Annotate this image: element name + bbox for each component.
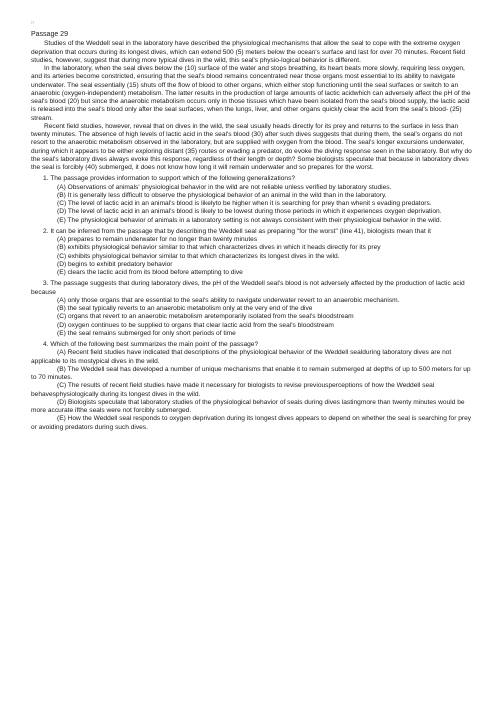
question-stem: 2. It can be inferred from the passage that by describing the Weddell seal as preparing "for the worst" (line 41), biologists mean that it bbox=[43, 227, 431, 235]
question-3 bbox=[31, 280, 474, 338]
answer-option: (B) It is generally less difficult to observe the physiological behavior of an animal in the wild than in the laboratory. bbox=[57, 191, 387, 199]
answer-option: (D) The level of lactic acid in an animal's blood is likely to be lowest during those periods in which it experiences oxygen deprivation. bbox=[57, 208, 442, 216]
answer-option: (E) clears the lactic acid from its blood before attempting to dive bbox=[57, 269, 243, 276]
passage-text bbox=[31, 40, 474, 172]
answer-option: (C) exhibits physiological behavior similar to that which characterizes its longest dives in the wild. bbox=[57, 252, 340, 260]
question-1 bbox=[31, 175, 474, 225]
answer-option: (C) organs that revert to an anaerobic metabolism aretemporarily isolated from the seal's bloodstream bbox=[57, 313, 354, 321]
question-4 bbox=[31, 341, 474, 432]
answer-option: (D) Biologists speculate that laboratory studies of the physiological behavior of seals during dives lastingmore than twenty minutes would be more accurate ifthe seals were not forcibly submerged. bbox=[31, 398, 465, 414]
answer-option: (A) only those organs that are essential to the seal's ability to navigate underwater revert to an anaerobic mechanism. bbox=[57, 296, 400, 304]
question-stem: 3. The passage suggests that during laboratory dives, the pH of the Weddell seal's blood is not adversely affected by the production of lactic acid because bbox=[31, 280, 465, 296]
document-body bbox=[31, 31, 474, 432]
paragraph: In the laboratory, when the seal dives below the (10) surface of the water and stops breathing, its heart beats more slowly, requiring less oxygen, and its arteries become constricted, ensuring that the seal's blood remains concentrated near those organs most essential to its ability to navigate underwater. The seal essentially (15) shuts off the flow of blood to other organs, which either stop functioning until the seal surfaces or switch to an anaerobic (oxygen-independent) metabolism. The latter results in the production of large amounts of lactic acidwhich can adversely affect the pH of the seal's blood (20) but since the anaerobic metabolism occurs only in those tissues which have been isolated from the seal's blood supply, the lactic acid is released into the seal's blood only after the seal surfaces, when the lungs, liver, and other organs quickly clear the acid from the seal's blood- (25) stream. bbox=[31, 65, 471, 122]
answer-option: (C) The results of recent field studies have made it necessary for biologists to revise previousperceptions of how the Weddell seal behavesphysiologically during its longest dives in the wild. bbox=[31, 382, 435, 398]
question-stem: 1. The passage provides information to support which of the following generalizations? bbox=[43, 175, 296, 183]
answer-option: (B) exhibits physiological behavior similar to that which characterizes dives in which it heads directly for its prey bbox=[57, 244, 381, 252]
answer-option: (A) Recent field studies have indicated that descriptions of the physiological behavior of the Weddell sealduring laboratory dives are not applicable to its mostypical dives in the wild. bbox=[31, 349, 452, 365]
page-marker-icon: □ bbox=[31, 20, 35, 26]
question-stem: 4. Which of the following best summarizes the main point of the passage? bbox=[43, 341, 259, 348]
paragraph: Studies of the Weddell seal in the laboratory have described the physiological mechanisms that allow the seal to cope with the extreme oxygen deprivation that occurs during its longest dives, which can extend 500 (5) meters below the ocean's surface and last for over 70 minutes. Recent field studies, however, suggest that during more typical dives in the wild, this seal's physio-logical behavior is different. bbox=[31, 40, 466, 64]
answer-option: (D) oxygen continues to be supplied to organs that clear lactic acid from the seal's bloodstream bbox=[57, 321, 334, 329]
answer-option: (A) prepares to remain underwater for no longer than twenty minutes bbox=[57, 236, 258, 243]
paragraph: Recent field studies, however, reveal that on dives in the wild, the seal usually heads directly for its prey and returns to the surface in less than twenty minutes. The absence of high levels of lactic acid in the seal's blood (30) after such dives suggests that during them, the seal's organs do not resort to the anaerobic metabolism observed in the laboratory, but are supplied with oxygen from the blood. The seal's longer excursions underwater, during which it appears to be either exploring distant (35) routes or evading a predator, do evoke the diving response seen in the laboratory. But why do the seal's laboratory dives always evoke this response, regardless of their length or depth? Some biologists speculate that because in laboratory dives the seal is forcibly (40) submerged, it does not know how long it will remain underwater and so prepares for the worst. bbox=[31, 122, 472, 171]
answer-option: (B) the seal typically reverts to an anaerobic metabolism only at the very end of the dive bbox=[57, 305, 313, 312]
question-2 bbox=[31, 228, 474, 278]
answer-option: (E) The physiological behavior of animals in a laboratory setting is not always consistent with their physiological behavior in the wild. bbox=[57, 216, 442, 224]
answer-option: (A) Observations of animals' physiological behavior in the wild are not reliable unless verified by laboratory studies. bbox=[57, 183, 392, 191]
answer-option: (C) The level of lactic acid in an animal's blood is likelyto be higher when it is searching for prey than whenit s evading predators. bbox=[57, 200, 432, 207]
passage-title: Passage 29 bbox=[31, 31, 68, 38]
answer-option: (D) begins to exhibit predatory behavior bbox=[57, 260, 173, 268]
answer-option: (B) The Weddell seal has developed a number of unique mechanisms that enable it to remain submerged at depths of up to 500 meters for up to 70 minutes. bbox=[31, 365, 471, 381]
answer-option: (E) How the Weddell seal responds to oxygen deprivation during its longest dives appears to depend on whether the seal is searching for prey or avoiding predators during such dives. bbox=[31, 415, 472, 431]
answer-option: (E) the seal remains submerged for only short periods of time bbox=[57, 329, 236, 337]
